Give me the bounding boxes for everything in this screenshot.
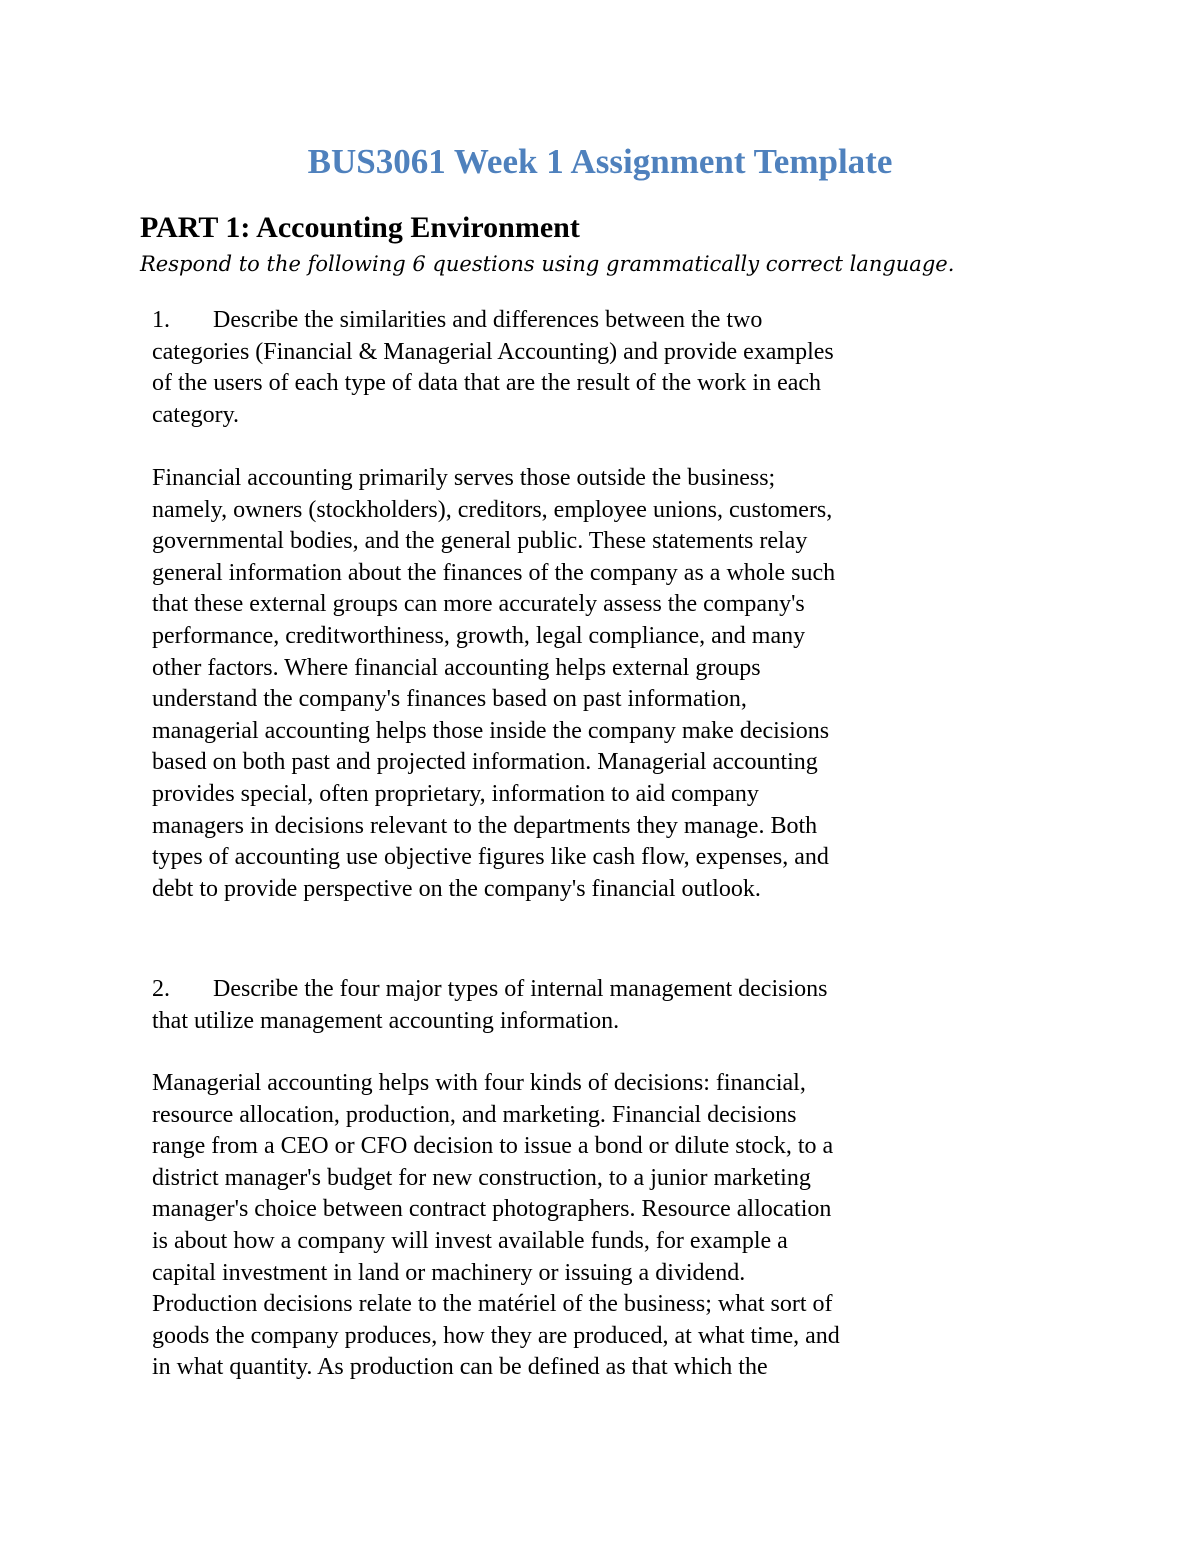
answer-line: district manager's budget for new construction, to a junior marketing — [152, 1164, 811, 1191]
answer-line: performance, creditworthiness, growth, legal compliance, and many — [152, 622, 806, 649]
answer-line: Managerial accounting helps with four kinds of decisions: financial, — [152, 1070, 806, 1096]
answer-line: governmental bodies, and the general public. These statements relay — [152, 528, 808, 555]
answer-line: managers in decisions relevant to the departments they manage. Both — [152, 812, 818, 839]
question-prompt-line: Describe the four major types of internal management decisions — [213, 976, 828, 1002]
answer-line: range from a CEO or CFO decision to issue a bond or dilute stock, to a — [152, 1133, 834, 1160]
answer-line: namely, owners (stockholders), creditors, employee unions, customers, — [152, 496, 833, 523]
question-prompt-line: that utilize management accounting information. — [152, 1007, 620, 1034]
question-1-prompt — [152, 305, 952, 431]
answer-line: that these external groups can more accurately assess the company's — [152, 591, 805, 618]
answer-line: provides special, often proprietary, information to aid company — [152, 780, 759, 807]
answer-line: debt to provide perspective on the company's financial outlook. — [152, 875, 761, 902]
answer-line: types of accounting use objective figures like cash flow, expenses, and — [152, 844, 829, 871]
answer-line: is about how a company will invest available funds, for example a — [152, 1227, 788, 1254]
answer-line: resource allocation, production, and marketing. Financial decisions — [152, 1101, 797, 1128]
answer-line: other factors. Where financial accounting helps external groups — [152, 654, 761, 681]
part-heading: PART 1: Accounting Environment — [140, 211, 580, 244]
question-prompt-line: of the users of each type of data that are the result of the work in each — [152, 370, 822, 397]
answer-line: based on both past and projected information. Managerial accounting — [152, 749, 818, 776]
question-2-number: 2. — [152, 976, 170, 1002]
instructions-text: Respond to the following 6 questions using grammatically correct language. — [140, 252, 955, 276]
question-prompt-line: categories (Financial & Managerial Accounting) and provide examples — [152, 338, 834, 365]
question-1-number: 1. — [152, 307, 170, 333]
answer-line: understand the company's finances based on past information, — [152, 686, 747, 713]
answer-line: managerial accounting helps those inside the company make decisions — [152, 717, 830, 744]
answer-line: goods the company produces, how they are produced, at what time, and — [152, 1322, 840, 1349]
answer-line: capital investment in land or machinery or issuing a dividend. — [152, 1259, 746, 1286]
question-prompt-line: Describe the similarities and differences between the two — [213, 307, 763, 333]
answer-line: general information about the finances of the company as a whole such — [152, 559, 836, 586]
answer-line: in what quantity. As production can be defined as that which the — [152, 1354, 768, 1381]
answer-line: Production decisions relate to the matériel of the business; what sort of — [152, 1291, 833, 1318]
document-title: BUS3061 Week 1 Assignment Template — [307, 142, 893, 181]
question-2-answer — [152, 1068, 952, 1384]
question-prompt-line: category. — [152, 401, 240, 428]
question-2-prompt — [152, 974, 952, 1037]
answer-line: manager's choice between contract photographers. Resource allocation — [152, 1196, 832, 1223]
answer-line: Financial accounting primarily serves those outside the business; — [152, 465, 776, 491]
question-1-answer — [152, 463, 952, 905]
